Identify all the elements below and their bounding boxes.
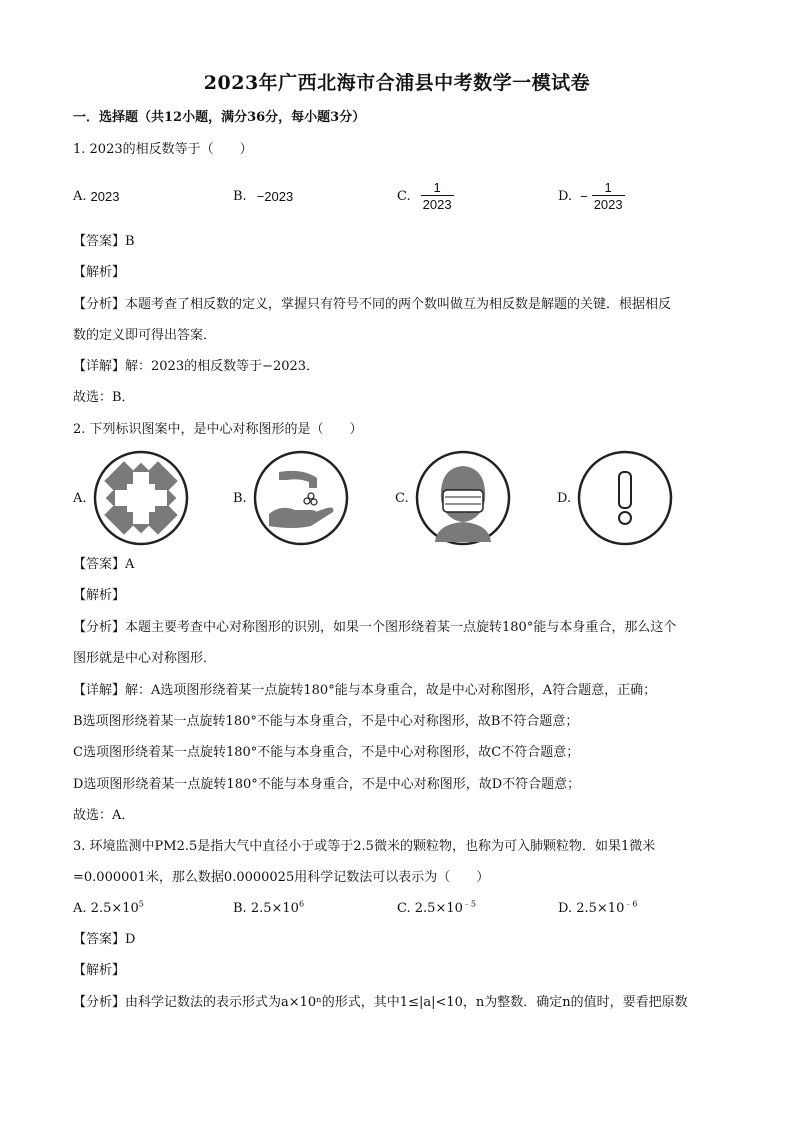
hand-washing-icon	[253, 450, 349, 546]
q3-option-c	[397, 900, 476, 918]
q3-option-d	[558, 900, 637, 918]
option-label: B.	[233, 490, 247, 506]
fraction	[421, 180, 454, 212]
q1-options	[73, 176, 753, 216]
minus-sign: −	[580, 188, 588, 204]
option-exponent: ﹣6	[624, 899, 638, 909]
fraction-numerator: 1	[604, 180, 612, 195]
option-label: A.	[73, 901, 87, 916]
q1-option-b	[233, 176, 293, 216]
q2-analysis-heading: 【解析】	[73, 588, 126, 603]
option-exponent: 5	[138, 899, 144, 909]
option-label: B.	[233, 188, 247, 204]
option-base: 2.5×10	[576, 901, 625, 916]
q3-option-a	[73, 900, 144, 918]
q1-option-d	[558, 176, 625, 216]
q2-answer: 【答案】A	[73, 557, 135, 572]
q3-stem-line-2: =0.000001米，那么数据0.0000025用科学记数法可以表示为（ ）	[73, 870, 490, 885]
q3-option-b	[233, 900, 304, 918]
q2-xiangjie-line-2: B选项图形绕着某一点旋转180°不能与本身重合，不是中心对称图形，故B不符合题意；	[73, 714, 579, 729]
option-value: 2023	[90, 188, 120, 204]
q1-analysis-heading: 【解析】	[73, 265, 126, 280]
centrosymmetric-cross-icon	[93, 450, 189, 546]
q2-option-a	[73, 450, 189, 546]
q2-option-b	[233, 450, 349, 546]
fraction-denominator: 2023	[593, 197, 623, 212]
option-exponent: 6	[298, 899, 305, 909]
option-label: C.	[395, 490, 409, 506]
q2-xiangjie-line-1: 【详解】解：A选项图形绕着某一点旋转180°能与本身重合，故是中心对称图形，A符合题意，正确；	[73, 683, 657, 698]
q2-option-d	[557, 450, 673, 546]
q1-option-a	[73, 176, 119, 216]
option-base: 2.5×10	[250, 901, 299, 916]
option-value: −2023	[256, 188, 294, 204]
q1-option-c	[397, 176, 454, 216]
fraction-denominator: 2023	[422, 197, 452, 212]
option-label: A.	[73, 188, 87, 204]
q1-stem: 1. 2023的相反数等于（ ）	[73, 142, 253, 157]
q2-option-c	[395, 450, 511, 546]
q3-fenxi-line-1: 【分析】由科学记数法的表示形式为a×10ⁿ的形式，其中1≤|a|<10，n为整数．确定n的值时，要看把原数	[73, 995, 688, 1010]
q1-guxuan: 故选：B．	[73, 390, 135, 405]
q1-fenxi-line-1: 【分析】本题考查了相反数的定义，掌握只有符号不同的两个数叫做互为相反数是解题的关键．根据相反	[73, 297, 672, 312]
q2-guxuan: 故选：A．	[73, 808, 135, 823]
option-label: C.	[397, 188, 411, 204]
q2-xiangjie-line-3: C选项图形绕着某一点旋转180°不能与本身重合，不是中心对称图形，故C不符合题意；	[73, 745, 580, 760]
q3-analysis-heading: 【解析】	[73, 963, 126, 978]
option-base: 2.5×10	[414, 901, 463, 916]
q3-stem-line-1: 3. 环境监测中PM2.5是指大气中直径小于或等于2.5微米的颗粒物，也称为可入肺颗粒物．如果1微米	[73, 839, 656, 854]
option-label: C.	[397, 901, 411, 916]
page-title: 2023年广西北海市合浦县中考数学一模试卷	[203, 72, 591, 94]
option-label: D.	[557, 490, 572, 506]
face-mask-icon	[415, 450, 511, 546]
q2-stem: 2. 下列标识图案中，是中心对称图形的是（ ）	[73, 422, 363, 437]
option-label: A.	[73, 490, 87, 506]
q1-xiangjie: 【详解】解：2023的相反数等于−2023．	[73, 359, 320, 374]
q2-fenxi-line-2: 图形就是中心对称图形．	[73, 651, 217, 666]
q1-fenxi-line-2: 数的定义即可得出答案．	[73, 328, 217, 343]
option-label: D.	[558, 901, 573, 916]
section-heading: 一．选择题（共12小题，满分36分，每小题3分）	[73, 110, 366, 125]
option-label: B.	[233, 901, 247, 916]
option-exponent: ﹣5	[462, 899, 476, 909]
fraction-numerator: 1	[433, 180, 441, 195]
option-base: 2.5×10	[90, 901, 139, 916]
q1-answer: 【答案】B	[73, 234, 135, 249]
q2-xiangjie-line-4: D选项图形绕着某一点旋转180°不能与本身重合，不是中心对称图形，故D不符合题意；	[73, 777, 581, 792]
exclamation-icon	[577, 450, 673, 546]
option-label: D.	[558, 188, 573, 204]
q3-answer: 【答案】D	[73, 932, 136, 947]
fraction	[592, 180, 625, 212]
q2-fenxi-line-1: 【分析】本题主要考查中心对称图形的识别，如果一个图形绕着某一点旋转180°能与本身重合，那么这个	[73, 620, 677, 635]
